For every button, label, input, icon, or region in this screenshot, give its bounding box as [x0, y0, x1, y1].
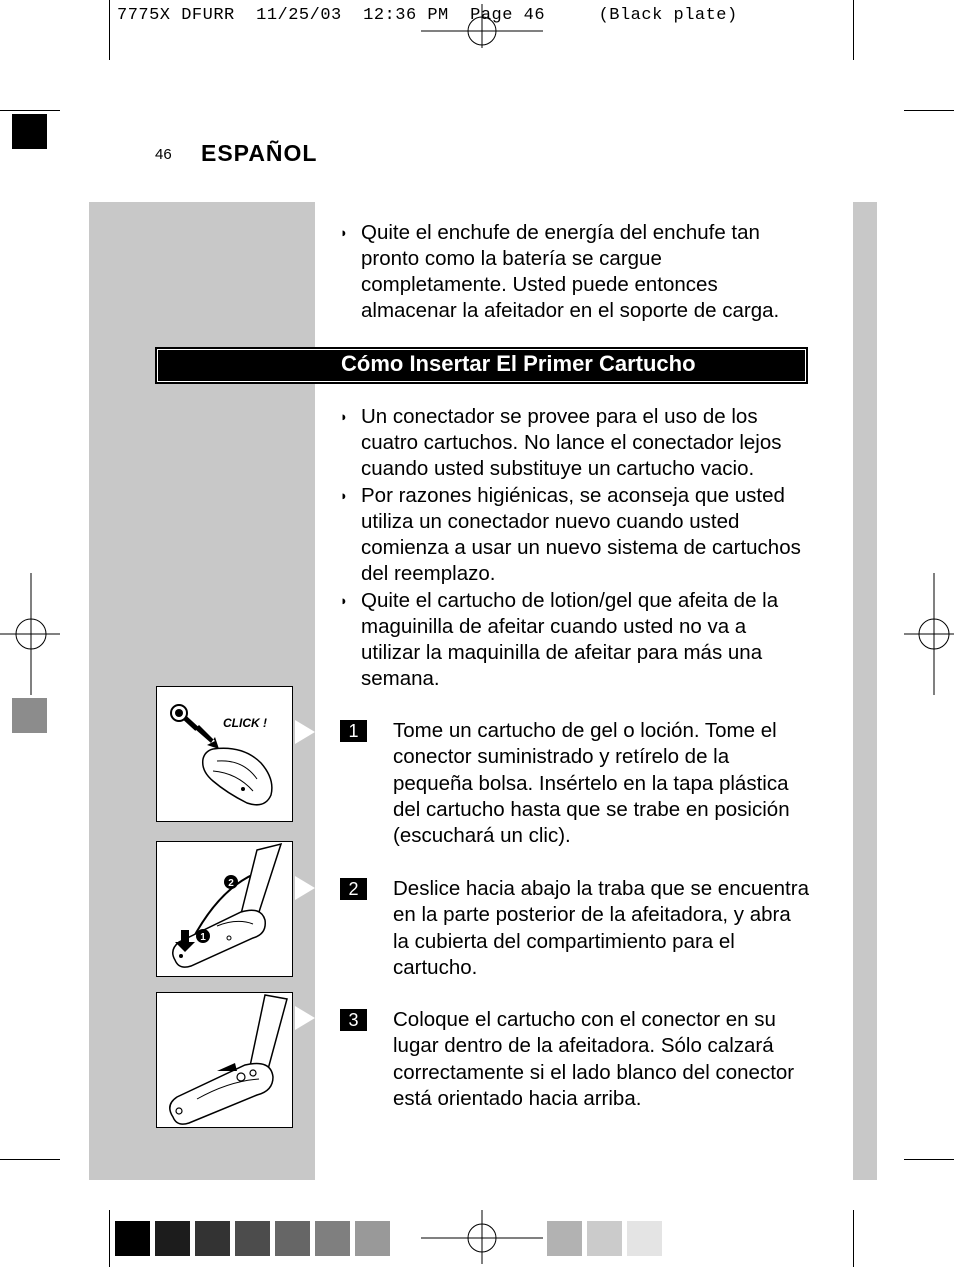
figure-open-cover: [156, 841, 293, 977]
bullet-marker-icon: ◗: [340, 409, 348, 424]
step-3: [340, 1007, 810, 1112]
figure-pointer: [295, 876, 315, 900]
step-text: Deslice hacia abajo la traba que se encuentra en la parte posterior de la afeitadora, y abra la cubierta del compartimiento para el cartucho.: [393, 877, 809, 979]
step-text: Coloque el cartucho con el conector en su lugar dentro de la afeitadora. Sólo calzará correctamente si el lado blanco del conector está orientado hacia arriba.: [393, 1008, 795, 1110]
crop-mark: [109, 1210, 110, 1267]
registration-mark-top: [421, 2, 543, 48]
registration-mark-bottom: [421, 1208, 543, 1264]
crop-mark: [853, 0, 854, 60]
bullet-marker-icon: ◗: [340, 488, 348, 503]
list-item: [340, 404, 810, 482]
crop-mark: [0, 110, 60, 111]
shaver-insert-cartridge-illustration: [157, 993, 292, 1127]
intro-bullet: [340, 220, 810, 324]
gray-step: [547, 1221, 582, 1256]
bullet-marker-icon: ◗: [340, 593, 348, 608]
gray-step: [587, 1221, 622, 1256]
bullet-text: Quite el enchufe de energía del enchufe tan pronto como la batería se cargue completamente. Usted puede entonces almacenar la afeitador en el soporte de carga.: [361, 221, 780, 322]
step-2: [340, 876, 810, 981]
print-slug: 7775X DFURR 11/25/03 12:36 PM Page 46 (Black plate): [117, 6, 738, 25]
figure-place-cartridge: [156, 992, 293, 1128]
bullet-marker-icon: ◗: [340, 225, 348, 240]
section-banner: [156, 348, 807, 383]
gray-step: [315, 1221, 350, 1256]
language-heading: ESPAÑOL: [201, 140, 318, 166]
figure-pointer: [295, 1006, 315, 1030]
gray-step: [355, 1221, 390, 1256]
crop-mark: [0, 1159, 60, 1160]
gray-step: [627, 1221, 662, 1256]
gray-step: [155, 1221, 190, 1256]
page-number: 46: [155, 146, 172, 163]
right-gray-margin: [853, 202, 877, 1180]
gray-square: [12, 698, 47, 733]
figure-pointer: [295, 720, 315, 744]
crop-mark: [904, 110, 954, 111]
gray-step: [115, 1221, 150, 1256]
step-number: 2: [340, 878, 367, 900]
gray-step: [195, 1221, 230, 1256]
registration-mark-left: [0, 573, 60, 695]
bullet-text: Un conectador se provee para el uso de los cuatro cartuchos. No lance el conectador lejos cuando usted substituye un cartucho vacio.: [361, 405, 782, 480]
bullet-text: Quite el cartucho de lotion/gel que afeita de la maguinilla de afeitar cuando usted no va a utilizar la maquinilla de afeitar para más una semana.: [361, 589, 779, 690]
crop-mark: [904, 1159, 954, 1160]
callout-1: 1: [200, 932, 206, 943]
shaver-open-cover-illustration: [157, 842, 292, 976]
list-item: [340, 483, 810, 587]
click-label: CLICK !: [223, 716, 267, 730]
section-title: Cómo Insertar El Primer Cartucho: [341, 351, 696, 376]
step-number: 1: [340, 720, 367, 742]
step-text: Tome un cartucho de gel o loción. Tome el conector suministrado y retírelo de la pequeña bolsa. Insértelo en la tapa plástica del cartucho hasta que se trabe en posición (escuchará un clic).: [393, 719, 790, 848]
black-square: [12, 114, 47, 149]
step-1: [340, 718, 810, 849]
gray-step: [235, 1221, 270, 1256]
crop-mark: [109, 0, 110, 60]
bullet-text: Por razones higiénicas, se aconseja que usted utiliza un conectador nuevo cuando usted comienza a usar un nuevo sistema de cartuchos del reemplazo.: [361, 484, 801, 585]
step-number: 3: [340, 1009, 367, 1031]
gray-step: [275, 1221, 310, 1256]
callout-2: 2: [228, 878, 234, 889]
list-item: [340, 588, 810, 692]
figure-insert-connector: [156, 686, 293, 822]
crop-mark: [853, 1210, 854, 1267]
cartridge-connector-illustration: [157, 687, 292, 821]
registration-mark-right: [904, 573, 954, 695]
